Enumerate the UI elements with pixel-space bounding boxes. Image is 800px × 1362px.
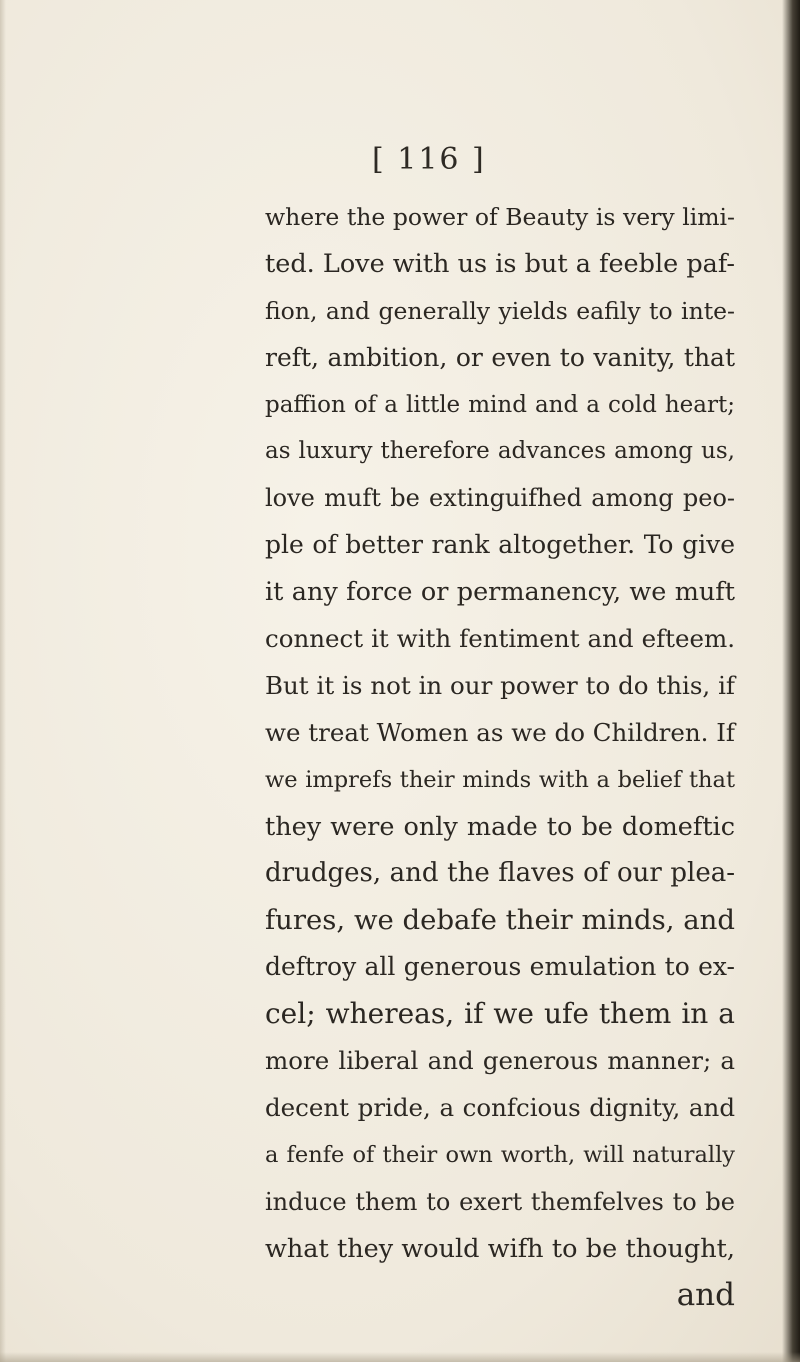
- text-line: love muft be extinguifhed among peo-: [265, 484, 735, 513]
- text-line: induce them to exert themfelves to be: [265, 1187, 735, 1216]
- page-bottom-edge: [0, 1352, 800, 1362]
- text-line: fion, and generally yields eafily to inte-: [265, 296, 735, 325]
- body-text: [265, 194, 735, 1319]
- text-line: ple of better rank altogether. To give: [265, 530, 735, 560]
- text-line: But it is not in our power to do this, if: [265, 670, 735, 700]
- text-line: fures, we debafe their minds, and: [265, 904, 735, 937]
- text-line: we treat Women as we do Children. If: [265, 717, 735, 747]
- text-line: ted. Love with us is but a feeble paf-: [265, 248, 735, 279]
- catchword: and: [676, 1277, 735, 1314]
- text-line: where the power of Beauty is very limi-: [265, 203, 735, 231]
- text-line: decent pride, a confcious dignity, and: [265, 1092, 735, 1122]
- text-line: reft, ambition, or even to vanity, that: [265, 342, 735, 372]
- text-line: a fenfe of their own worth, will naturally: [265, 1141, 735, 1168]
- text-line: connect it with fentiment and efteem.: [265, 624, 735, 654]
- text-line: we imprefs their minds with a belief that: [265, 766, 735, 793]
- text-line: drudges, and the flaves of our plea-: [265, 858, 735, 889]
- text-line: they were only made to be domeftic: [265, 811, 735, 842]
- text-line: what they would wifh to be thought,: [265, 1233, 735, 1264]
- text-line: as luxury therefore advances among us,: [265, 438, 735, 465]
- text-line: it any force or permanency, we muft: [265, 577, 735, 608]
- book-spine-shadow: [782, 0, 800, 1362]
- text-line: cel; whereas, if we ufe them in a: [265, 997, 735, 1031]
- page-left-edge: [0, 0, 6, 1362]
- text-line: paffion of a little mind and a cold heart;: [265, 391, 735, 418]
- text-line: more liberal and generous manner; a: [265, 1046, 735, 1076]
- page-number: [ 116 ]: [372, 142, 486, 177]
- text-line: deftroy all generous emulation to ex-: [265, 952, 735, 982]
